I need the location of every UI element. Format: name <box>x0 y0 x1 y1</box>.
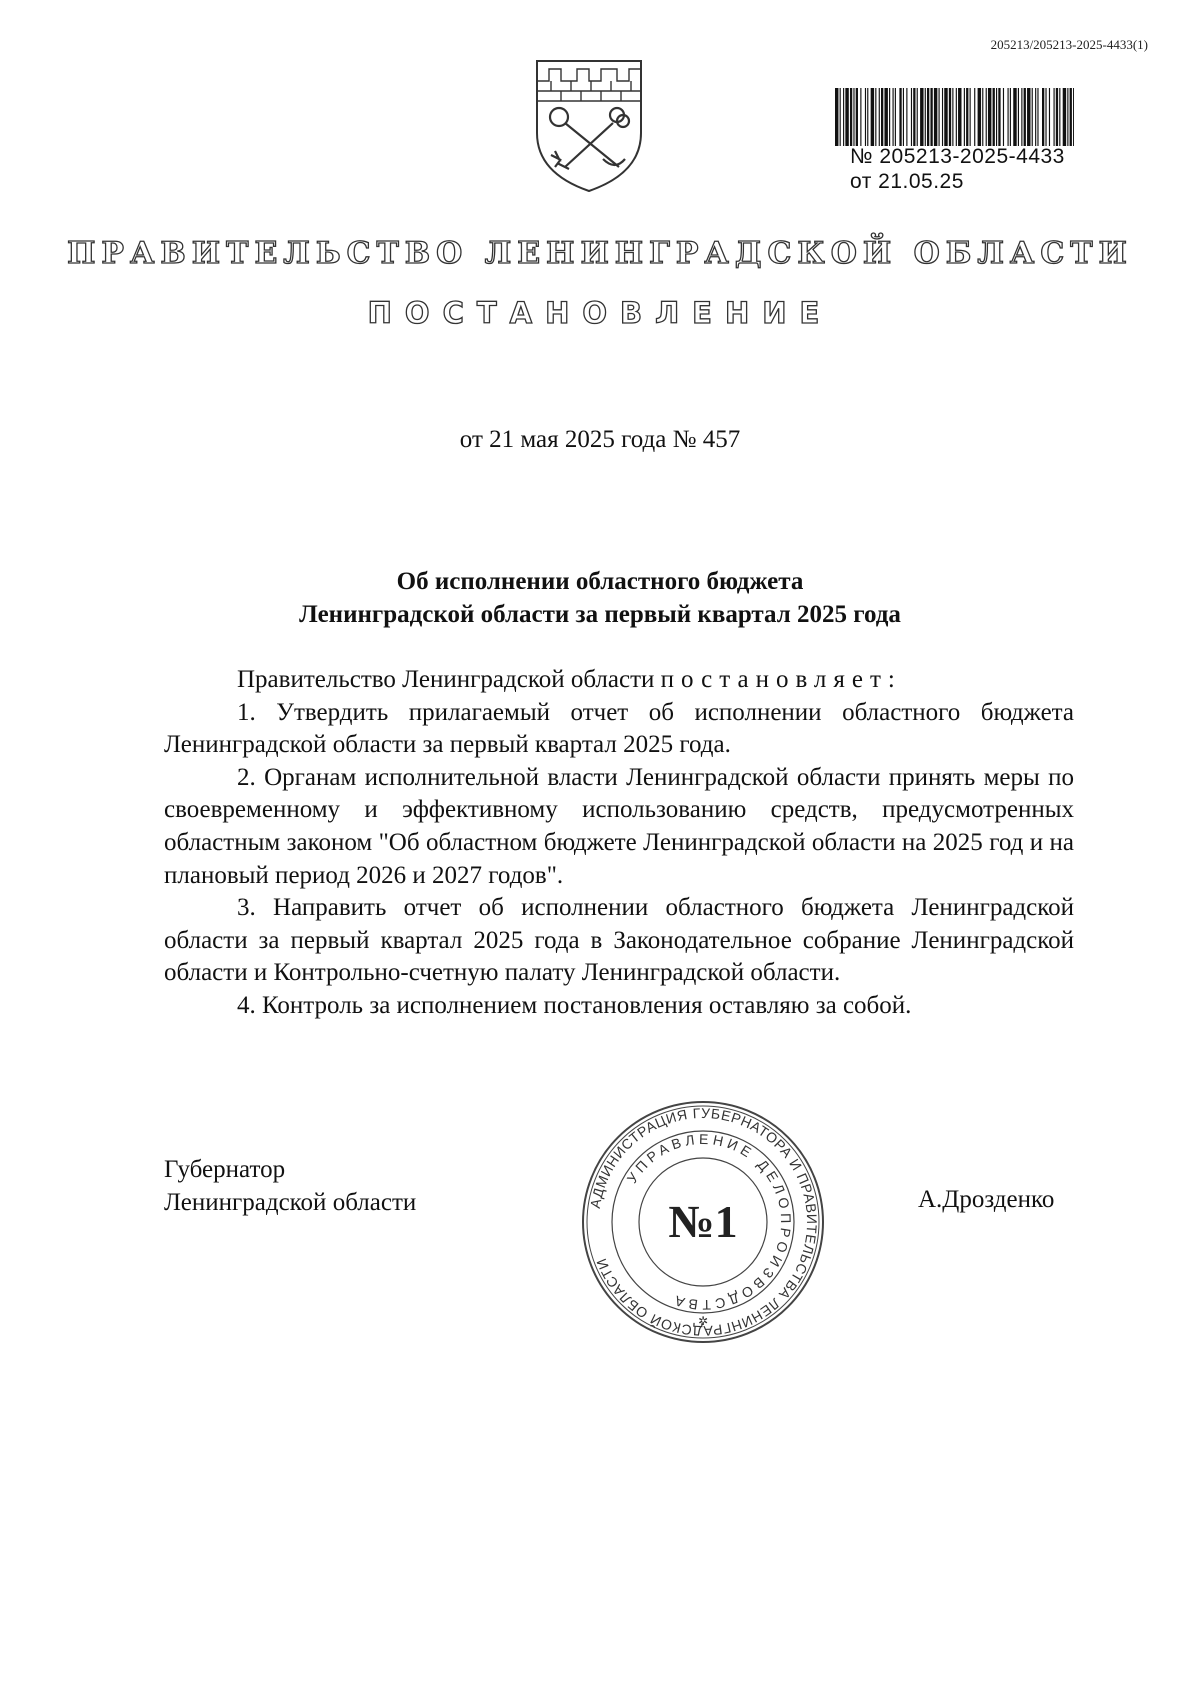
barcode-bar <box>856 88 858 146</box>
barcode-bar <box>889 88 890 146</box>
barcode-bar <box>911 88 912 146</box>
barcode-bar <box>840 88 841 146</box>
decree-item-3: 3. Направить отчет об исполнении областного бюджета Ленинградской области за первый квартал 2025 года в Законодательное собрание Ленинградской области и Контрольно-счетную палату Ленинградской области. <box>164 894 1074 987</box>
position-line-2: Ленинградской области <box>164 1189 417 1216</box>
barcode-bar <box>860 88 861 146</box>
barcode-bar <box>875 88 876 146</box>
registration-date: от 21.05.25 <box>850 170 964 193</box>
barcode-bar <box>930 88 932 146</box>
barcode-bar <box>903 88 904 146</box>
barcode-bar <box>881 88 883 146</box>
barcode-bar <box>952 88 953 146</box>
barcode-bar <box>906 88 907 146</box>
barcode-bar <box>1067 88 1068 146</box>
barcode-bar <box>1049 88 1050 146</box>
barcode-bar <box>1042 88 1044 146</box>
organization-heading: ПРАВИТЕЛЬСТВО ЛЕНИНГРАДСКОЙ ОБЛАСТИ <box>67 236 1133 271</box>
decree-item-2: 2. Органам исполнительной власти Ленинградской области принять меры по своевременному и эффективному использованию средств, предусмотренных областным законом "Об областном бюджете Ленинградской области на 2025 год и на плановый период 2026 и 2027 годов". <box>164 763 1074 889</box>
barcode-bar <box>964 88 965 146</box>
barcode-bar <box>850 88 852 146</box>
seal-outer-text: АДМИНИСТРАЦИЯ ГУБЕРНАТОРА И ПРАВИТЕЛЬСТВА ЛЕНИНГРАДСКОЙ ОБЛАСТИ <box>586 1104 821 1340</box>
decree-item-1: 1. Утвердить прилагаемый отчет об исполнении областного бюджета Ленинградской области за первый квартал 2025 года. <box>164 698 1074 759</box>
barcode-bar <box>1056 88 1058 146</box>
barcode-bar <box>867 88 868 146</box>
coat-of-arms-icon <box>531 55 647 195</box>
barcode-bar <box>958 88 961 146</box>
barcode <box>833 88 1076 146</box>
barcode-bar <box>865 88 866 146</box>
barcode-bar <box>934 88 937 146</box>
barcode-bar <box>1010 88 1011 146</box>
seal-inner-text: УПРАВЛЕНИЕ ДЕЛОПРОИЗВОДСТВА <box>623 1130 795 1314</box>
barcode-bar <box>835 88 838 146</box>
barcode-bar <box>843 88 844 146</box>
official-seal <box>580 1099 826 1345</box>
barcode-bar <box>899 88 901 146</box>
barcode-bar <box>988 88 991 146</box>
barcode-bar <box>853 88 854 146</box>
document-reference: 205213/205213-2025-4433(1) <box>990 37 1148 52</box>
registration-number: № 205213-2025-4433 <box>850 145 1065 168</box>
barcode-bar <box>1013 88 1016 146</box>
barcode-bar <box>1035 88 1036 146</box>
barcode-bar <box>1021 88 1022 146</box>
barcode-bar <box>1073 88 1074 146</box>
barcode-bar <box>996 88 997 146</box>
barcode-bar <box>978 88 981 146</box>
preamble <box>164 664 1074 697</box>
barcode-bar <box>1054 88 1055 146</box>
barcode-bar <box>986 88 987 146</box>
barcode-bar <box>1063 88 1066 146</box>
subject-line-1: Об исполнении областного бюджета <box>396 568 804 595</box>
barcode-bar <box>927 88 929 146</box>
barcode-bar <box>845 88 848 146</box>
seal-number: №1 <box>668 1196 738 1247</box>
barcode-bar <box>1018 88 1019 146</box>
barcode-bar <box>993 88 995 146</box>
barcode-bar <box>1027 88 1030 146</box>
barcode-bar <box>917 88 918 146</box>
barcode-bar <box>944 88 947 146</box>
barcode-bar <box>956 88 957 146</box>
document-type-heading: ПОСТАНОВЛЕНИЕ <box>367 296 833 330</box>
subject-line-2: Ленинградской области за первый квартал 2025 года <box>299 601 901 628</box>
barcode-bar <box>871 88 874 146</box>
decree-date: от 21 мая 2025 года № 457 <box>459 426 741 453</box>
barcode-bar <box>925 88 926 146</box>
barcode-bar <box>974 88 975 146</box>
barcode-bar <box>1032 88 1033 146</box>
position-line-1: Губернатор <box>164 1156 286 1183</box>
barcode-bar <box>1037 88 1038 146</box>
preamble-lead: Правительство Ленинградской области <box>237 666 661 693</box>
barcode-bar <box>884 88 887 146</box>
barcode-bar <box>1045 88 1046 146</box>
barcode-bar <box>998 88 1000 146</box>
barcode-bar <box>970 88 971 146</box>
barcode-bar <box>1024 88 1026 146</box>
barcode-bar <box>982 88 983 146</box>
barcode-bar <box>895 88 896 146</box>
decree-body <box>164 664 1074 1023</box>
seal-star-icon: ✲ <box>697 1314 709 1328</box>
barcode-bar <box>949 88 951 146</box>
barcode-bar <box>893 88 894 146</box>
preamble-verb: постановляет: <box>660 666 902 693</box>
barcode-bar <box>913 88 915 146</box>
signatory-position <box>164 1153 416 1219</box>
decree-subject <box>0 565 1200 631</box>
barcode-bar <box>1003 88 1004 146</box>
barcode-bar <box>1008 88 1009 146</box>
decree-item-4: 4. Контроль за исполнением постановления оставляю за собой. <box>237 991 912 1019</box>
barcode-bar <box>1059 88 1060 146</box>
barcode-bar <box>966 88 968 146</box>
barcode-bar <box>920 88 923 146</box>
barcode-bar <box>942 88 943 146</box>
signatory-name: А.Дрозденко <box>918 1186 1055 1213</box>
barcode-bar <box>939 88 940 146</box>
barcode-bar <box>879 88 880 146</box>
barcode-bar <box>1070 88 1072 146</box>
